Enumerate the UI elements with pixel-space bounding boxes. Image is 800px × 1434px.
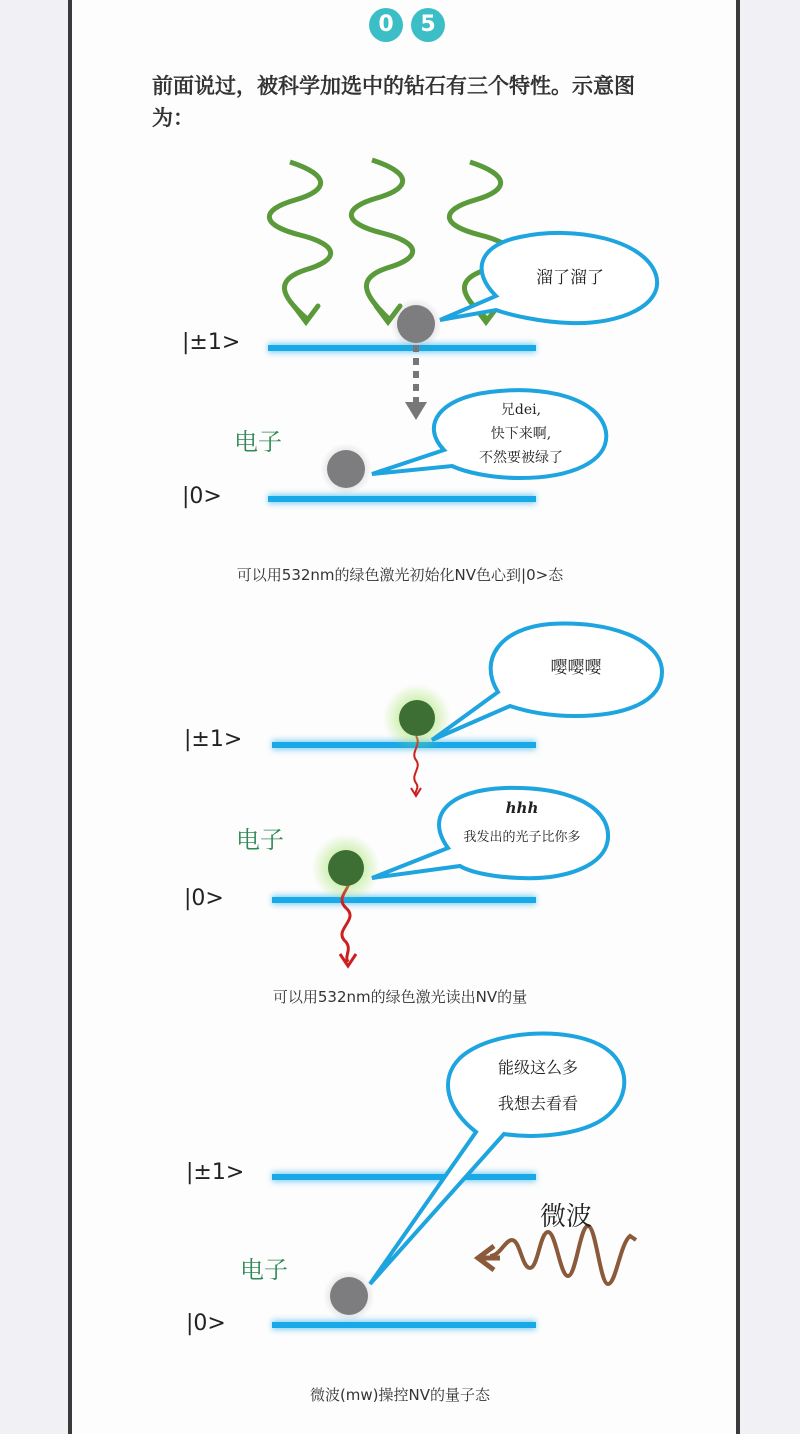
level-label-0: |0> [182,484,222,509]
bubble-top-shape [432,623,662,740]
level-upper [272,1174,536,1180]
level-label-pm1: |±1> [182,330,241,355]
green-laser-wave [269,160,510,318]
electron-label: 电子 [240,1256,288,1284]
level-label-pm1: |±1> [184,727,243,752]
step-digit-1: 0 [369,8,403,42]
electron-ground [328,850,364,886]
caption-3: 微波(mw)操控NV的量子态 [309,1386,491,1404]
bubble-line: 我想去看看 [497,1094,578,1113]
level-label-pm1: |±1> [186,1160,245,1185]
bubble-line: 快下来啊, [490,426,552,442]
bubble-text-bottom [456,398,586,470]
electron [330,1277,368,1315]
microwave-wave [490,1226,636,1284]
bubble-text-top: 嘤嘤嘤 [550,658,602,678]
bubble-text [468,1050,608,1122]
electron-label: 电子 [234,428,282,456]
microwave-label: 微波 [540,1202,593,1232]
intro-text: 前面说过，被科学加选中的钻石有三个特性。示意图为： [152,74,635,130]
electron-label: 电子 [236,826,284,854]
level-lower [268,496,536,502]
caption-2: 可以用532nm的绿色激光读出NV的量 [272,988,528,1006]
bubble-line: 能级这么多 [497,1058,578,1077]
step-digit-2: 5 [411,8,445,42]
level-lower [272,1322,536,1328]
bubble-text-top: 溜了溜了 [536,268,604,288]
bubble-line: hhh [505,799,539,817]
caption-1: 可以用532nm的绿色激光初始化NV色心到|0>态 [236,566,564,584]
bubble-line: 不然要被绿了 [479,450,563,466]
bubble-line: 兄dei, [500,402,542,418]
bubble-line: 我发出的光子比你多 [463,830,581,845]
level-label-0: |0> [186,1311,226,1336]
electron-upper [397,305,435,343]
electron-excited [399,700,435,736]
bubble-text-bottom [432,796,612,850]
level-lower [272,897,536,903]
level-label-0: |0> [184,886,224,911]
electron-lower [327,450,365,488]
